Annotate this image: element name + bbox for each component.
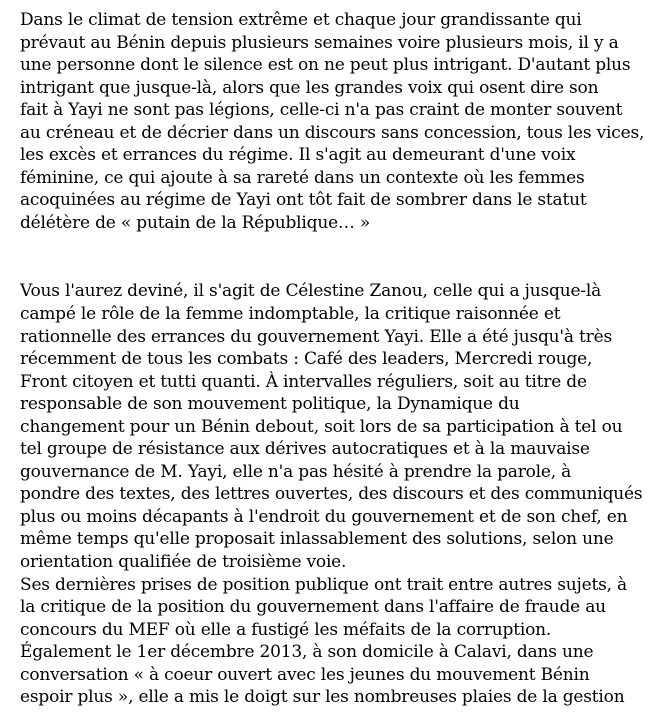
text-line: conversation « à coeur ouvert avec les jeunes du mouvement Bénin	[20, 664, 590, 685]
text-line: plus ou moins décapants à l'endroit du gouvernement et de son chef, en	[20, 506, 628, 527]
text-line: responsable de son mouvement politique, la Dynamique du	[20, 394, 520, 415]
text-line: campé le rôle de la femme indomptable, la critique raisonnée et	[20, 304, 561, 325]
text-line: même temps qu'elle proposait inlassablement des solutions, selon une	[20, 529, 614, 550]
text-line: pondre des textes, des lettres ouvertes, des discours et des communiqués	[20, 484, 643, 505]
text-line: Dans le climat de tension extrême et chaque jour grandissante qui	[20, 10, 582, 30]
paragraph-dernieres-prises	[20, 574, 636, 709]
text-line: au créneau et de décrier dans un discours sans concession, tous les vices,	[20, 122, 645, 143]
text-line: Front citoyen et tutti quanti. À intervalles réguliers, soit au titre de	[20, 371, 587, 392]
paragraph-celestine-zanou	[20, 280, 643, 573]
text-line: Vous l'aurez deviné, il s'agit de Célestine Zanou, celle qui a jusque-là	[20, 281, 602, 302]
text-line: espoir plus », elle a mis le doigt sur les nombreuses plaies de la gestion	[20, 687, 625, 708]
text-line: changement pour un Bénin debout, soit lors de sa participation à tel ou	[20, 416, 623, 437]
text-line: une personne dont le silence est on ne peut plus intrigant. D'autant plus	[20, 55, 631, 76]
text-line: fait à Yayi ne sont pas légions, celle-ci n'a pas craint de monter souvent	[20, 100, 623, 121]
text-line: délétère de « putain de la République… »	[20, 212, 371, 233]
text-line: féminine, ce qui ajoute à sa rareté dans un contexte où les femmes	[20, 167, 585, 188]
text-line: Également le 1er décembre 2013, à son domicile à Calavi, dans une	[20, 642, 594, 663]
text-line: prévaut au Bénin depuis plusieurs semaines voire plusieurs mois, il y a	[20, 32, 619, 53]
text-line: récemment de tous les combats : Café des leaders, Mercredi rouge,	[20, 349, 593, 370]
text-line: concours du MEF où elle a fustigé les méfaits de la corruption.	[20, 619, 552, 640]
text-line: les excès et errances du régime. Il s'agit au demeurant d'une voix	[20, 145, 576, 166]
text-line: intrigant que jusque-là, alors que les grandes voix qui osent dire son	[20, 77, 599, 98]
text-line: gouvernance de M. Yayi, elle n'a pas hésité à prendre la parole, à	[20, 461, 572, 482]
text-line: Ses dernières prises de position publique ont trait entre autres sujets, à	[20, 574, 627, 595]
text-line: la critique de la position du gouvernement dans l'affaire de fraude au	[20, 597, 606, 618]
text-line: tel groupe de résistance aux dérives autocratiques et à la mauvaise	[20, 439, 590, 460]
paragraph-intro	[20, 9, 645, 234]
text-line: orientation qualifiée de troisième voie.	[20, 552, 347, 573]
text-line: rationnelle des errances du gouvernement Yayi. Elle a été jusqu'à très	[20, 326, 612, 347]
text-line: acoquinées au régime de Yayi ont tôt fait de sombrer dans le statut	[20, 190, 587, 211]
